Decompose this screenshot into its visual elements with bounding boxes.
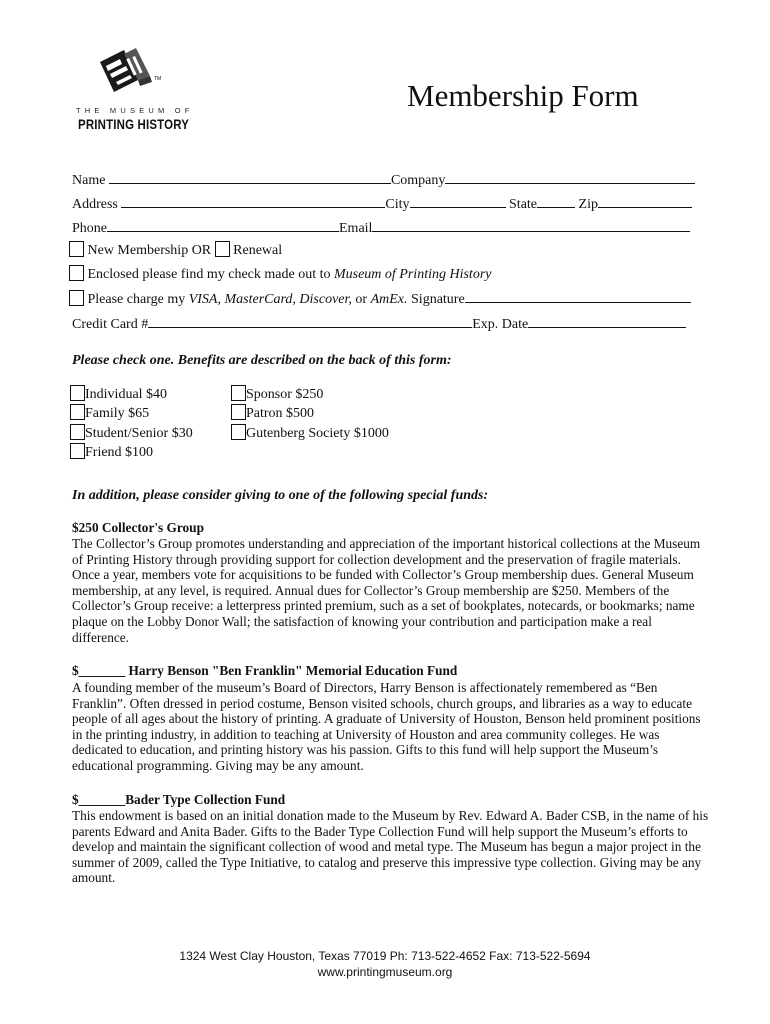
credit-card-field[interactable] [148, 314, 472, 328]
level-label: Sponsor $250 [246, 387, 324, 402]
phone-email-row [72, 218, 690, 237]
new-membership-label: New Membership OR [87, 243, 212, 258]
funds-heading: In addition, please consider giving to one of the following special funds: [72, 488, 489, 503]
credit-card-row [72, 314, 686, 333]
zip-field[interactable] [598, 194, 692, 208]
level-sponsor [231, 385, 323, 403]
check-payment-checkbox[interactable] [69, 265, 84, 281]
renewal-label: Renewal [233, 243, 283, 258]
zip-label: Zip [578, 197, 598, 212]
signature-label: Signature [411, 292, 465, 307]
level-family [70, 404, 149, 422]
new-membership-checkbox[interactable] [69, 241, 84, 257]
phone-label: Phone [72, 221, 107, 236]
check-payment-label: Enclosed please find my check made out to [87, 267, 334, 282]
name-field[interactable] [109, 170, 391, 184]
city-label: City [385, 197, 410, 212]
level-label: Patron $500 [246, 406, 315, 421]
level-friend-checkbox[interactable] [70, 443, 85, 459]
footer-address: 1324 West Clay Houston, Texas 77019 Ph: 713-522-4652 Fax: 713-522-5694 [179, 949, 591, 963]
fund-body-benson: A founding member of the museum’s Board of Directors, Harry Benson is affectionately remembered as “Ben Franklin”. Often dressed in period costume, Benson visited schools, church groups, and libraries as a way to educate people of all ages about the history of printing. A graduate of University of Houston, Benson held prominent positions in the printing industry, in addition to teaching at University of Houston and area community colleges. He was dedicated to education, and printing history was his passion. Gifts to this fund will help support the Museum’s educational programming. Giving may be any amount. [72, 680, 701, 773]
company-field[interactable] [445, 170, 695, 184]
charge-row [69, 289, 691, 308]
logo-small-text: THE MUSEUM OF [76, 106, 194, 115]
charge-or: or [351, 292, 371, 307]
trademark-text: TM [154, 76, 162, 82]
check-row [69, 265, 491, 283]
level-individual-checkbox[interactable] [70, 385, 85, 401]
printing-press-logo-icon [72, 46, 212, 110]
fund-body-bader: This endowment is based on an initial donation made to the Museum by Rev. Edward A. Bader CSB, in the name of his parents Edward and Anita Bader. Gifts to the Bader Type Collection Fund will help support the Museum’s efforts to develop and maintain the significant collection of wood and metal type. The Museum has begun a major project in the summer of 2009, called the Type Initiative, to catalog and preserve this impressive type collection. Giving may be any amount. [72, 808, 709, 886]
renewal-checkbox[interactable] [215, 241, 230, 257]
phone-field[interactable] [107, 218, 339, 232]
address-field[interactable] [121, 194, 385, 208]
level-gutenberg-checkbox[interactable] [231, 424, 246, 440]
state-label: State [509, 197, 538, 212]
level-student-senior [70, 424, 193, 442]
state-field[interactable] [537, 194, 575, 208]
level-label: Family $65 [85, 406, 150, 421]
level-patron [231, 404, 314, 422]
membership-type-row [69, 241, 282, 259]
levels-heading: Please check one. Benefits are described on the back of this form: [72, 353, 452, 368]
fund-title-bader: $_______Bader Type Collection Fund [72, 792, 286, 807]
level-label: Gutenberg Society $1000 [246, 426, 389, 441]
email-label: Email [339, 221, 373, 236]
level-individual [70, 385, 167, 403]
name-label: Name [72, 173, 106, 188]
level-family-checkbox[interactable] [70, 404, 85, 420]
level-student-senior-checkbox[interactable] [70, 424, 85, 440]
signature-field[interactable] [465, 289, 691, 303]
level-label: Student/Senior $30 [85, 426, 193, 441]
address-row [72, 194, 692, 213]
exp-date-label: Exp. Date [472, 317, 529, 332]
level-patron-checkbox[interactable] [231, 404, 246, 420]
card-amex: AmEx. [370, 292, 408, 307]
charge-label: Please charge my [87, 292, 189, 307]
page-title: Membership Form [407, 78, 639, 113]
charge-card-checkbox[interactable] [69, 290, 84, 306]
name-company-row [72, 170, 695, 189]
email-field[interactable] [372, 218, 690, 232]
company-label: Company [390, 173, 446, 188]
card-types: VISA, MasterCard, Discover, [188, 292, 352, 307]
level-gutenberg [231, 424, 389, 442]
level-friend [70, 443, 153, 461]
exp-date-field[interactable] [528, 314, 686, 328]
level-label: Friend $100 [85, 445, 154, 460]
level-sponsor-checkbox[interactable] [231, 385, 246, 401]
city-field[interactable] [410, 194, 506, 208]
fund-body-collectors: The Collector’s Group promotes understanding and appreciation of the important historical collections at the Museum of Printing History through providing support for collection development and the preservation of fragile materials. Once a year, members vote for acquisitions to be funded with Collector’s Group membership dues. General Museum membership, at any level, is required. Annual dues for Collector’s Group membership are $250. Members of the Collector’s Group receive: a letterpress printed premium, such as a set of bookplates, notecards, or bookmarks; name plaque on the Lobby Donor Wall; the satisfaction of knowing your contribution and participation make a real difference. [72, 536, 701, 645]
payee-name: Museum of Printing History [333, 267, 492, 282]
level-label: Individual $40 [85, 387, 168, 402]
credit-card-label: Credit Card # [72, 317, 149, 332]
fund-title-benson: $_______ Harry Benson "Ben Franklin" Memorial Education Fund [72, 663, 458, 678]
footer-website: www.printingmuseum.org [317, 965, 453, 979]
logo-big-text: PRINTING HISTORY [78, 116, 190, 132]
fund-title-collectors: $250 Collector's Group [72, 520, 204, 535]
address-label: Address [72, 197, 118, 212]
